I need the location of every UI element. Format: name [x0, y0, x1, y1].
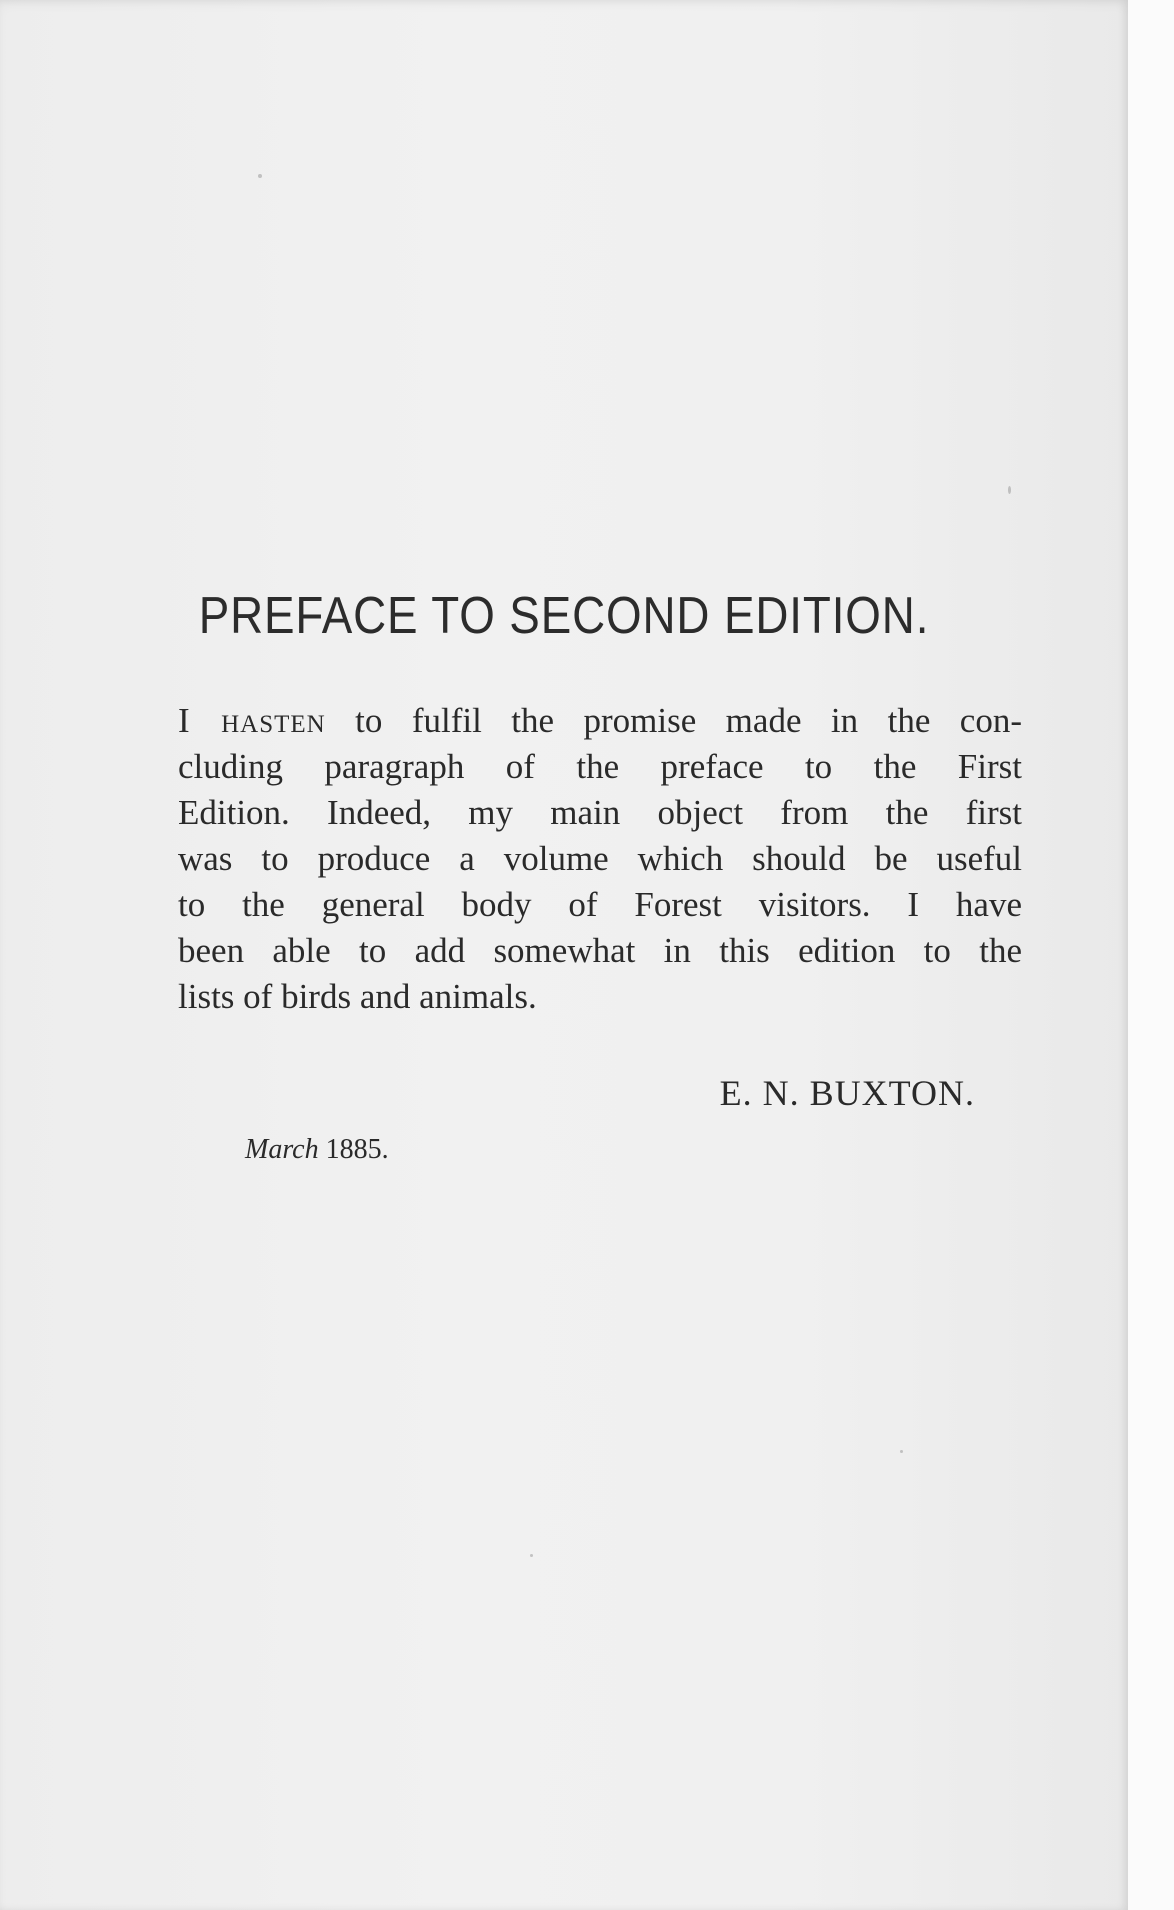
paragraph-line: been able to add somewhat in this edition to the — [178, 931, 1022, 970]
paragraph-line: was to produce a volume which should be useful — [178, 839, 1022, 878]
date-month: March — [245, 1134, 319, 1165]
opening-words: I hasten — [178, 701, 326, 740]
preface-date — [245, 1134, 389, 1166]
paragraph-line: lists of birds and animals. — [178, 977, 537, 1016]
line-text: to fulfil the promise made in the con- — [325, 701, 1022, 740]
page-title: PREFACE TO SECOND EDITION. — [198, 587, 930, 645]
paragraph-line — [178, 698, 1022, 744]
scan-speck — [1008, 486, 1011, 494]
author-signature: E. N. BUXTON. — [719, 1073, 975, 1113]
scan-speck — [900, 1450, 903, 1453]
preface-paragraph — [178, 698, 1022, 1020]
scan-margin — [1128, 0, 1174, 1910]
paragraph-line: to the general body of Forest visitors. I have — [178, 885, 1022, 924]
scan-speck — [258, 174, 262, 178]
scan-speck — [530, 1554, 533, 1557]
paragraph-line: cluding paragraph of the preface to the First — [178, 747, 1022, 786]
date-year: 1885. — [325, 1134, 389, 1165]
paragraph-line: Edition. Indeed, my main object from the first — [178, 793, 1022, 832]
